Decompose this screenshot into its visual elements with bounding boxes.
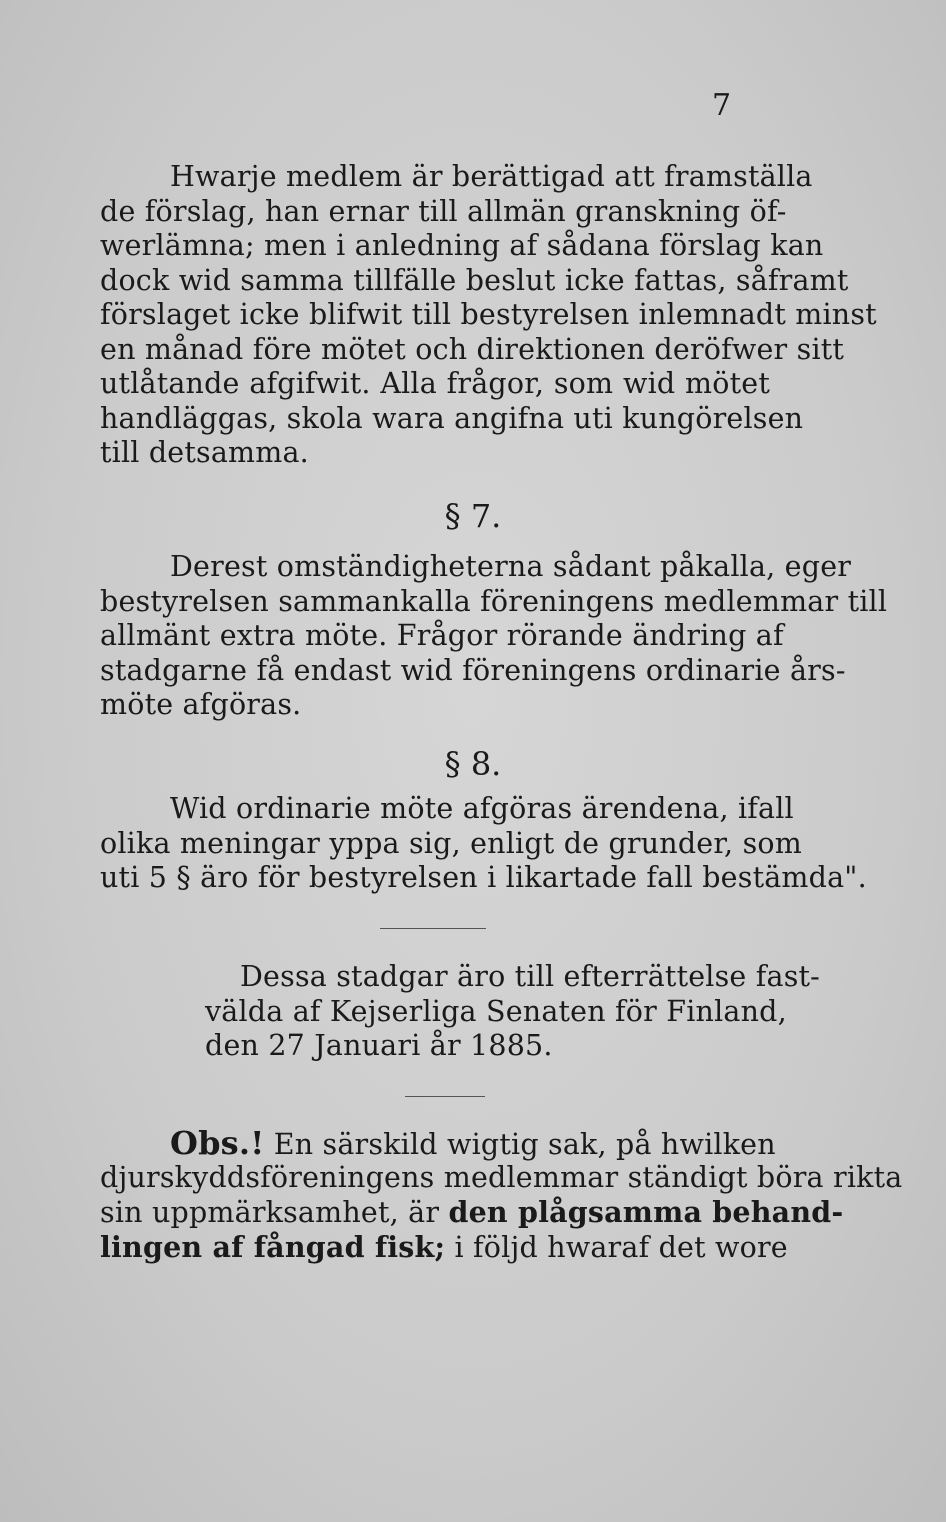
section-7-paragraph xyxy=(100,550,888,723)
text-line: Wid ordinarie möte afgöras ärendena, ifall xyxy=(170,792,794,825)
note-text: i följd hwaraf det wore xyxy=(454,1230,788,1264)
text-line: stadgarne få endast wid föreningens ordinarie års- xyxy=(100,653,846,687)
paragraph-member-proposals xyxy=(100,160,877,471)
text-line xyxy=(100,1124,776,1162)
text-line: en månad före mötet och direktionen deröfwer sitt xyxy=(100,332,845,366)
text-line xyxy=(100,1229,788,1265)
divider-rule xyxy=(380,928,486,929)
note-emphasis: den plågsamma behand- xyxy=(448,1195,844,1229)
text-line: djurskyddsföreningens medlemmar ständigt böra rikta xyxy=(100,1160,903,1194)
text-line: möte afgöras. xyxy=(100,688,302,721)
section-8-paragraph xyxy=(100,792,867,896)
text-line: förslaget icke blifwit till bestyrelsen inlemnadt minst xyxy=(100,298,877,331)
text-line: utlåtande afgifwit. Alla frågor, som wid mötet xyxy=(100,367,770,400)
confirmation-paragraph xyxy=(205,960,821,1064)
text-line: werlämna; men i anledning af sådana förslag kan xyxy=(100,229,824,262)
text-line: Dessa stadgar äro till efterrättelse fast- xyxy=(240,960,821,993)
note-text: En särskild wigtig sak, på hwilken xyxy=(273,1128,776,1161)
note-paragraph xyxy=(100,1124,903,1264)
text-line: de förslag, han ernar till allmän granskning öf- xyxy=(100,194,787,228)
text-line xyxy=(100,1195,844,1230)
page-number: 7 xyxy=(712,88,732,123)
text-line: bestyrelsen sammankalla föreningens medlemmar till xyxy=(100,584,888,618)
note-label: Obs.! xyxy=(170,1124,265,1162)
text-line: uti 5 § äro för bestyrelsen i likartade fall bestämda". xyxy=(100,861,867,894)
section-7-heading: § 7. xyxy=(444,497,502,535)
note-text: sin uppmärksamhet, är xyxy=(100,1196,440,1229)
text-line: välda af Kejserliga Senaten för Finland, xyxy=(205,994,787,1028)
text-line: till detsamma. xyxy=(100,436,309,469)
note-emphasis: lingen af fångad fisk; xyxy=(100,1229,446,1264)
text-line: allmänt extra möte. Frågor rörande ändring af xyxy=(100,619,784,652)
text-line: Hwarje medlem är berättigad att framställa xyxy=(170,160,813,193)
text-line: Derest omständigheterna sådant påkalla, eger xyxy=(170,550,852,583)
section-8-heading: § 8. xyxy=(444,745,502,783)
text-line: olika meningar yppa sig, enligt de grunder, som xyxy=(100,826,802,860)
text-line: den 27 Januari år 1885. xyxy=(205,1029,553,1062)
text-line: handläggas, skola wara angifna uti kungörelsen xyxy=(100,401,804,435)
text-line: dock wid samma tillfälle beslut icke fattas, såframt xyxy=(100,263,849,297)
divider-rule xyxy=(405,1096,485,1097)
